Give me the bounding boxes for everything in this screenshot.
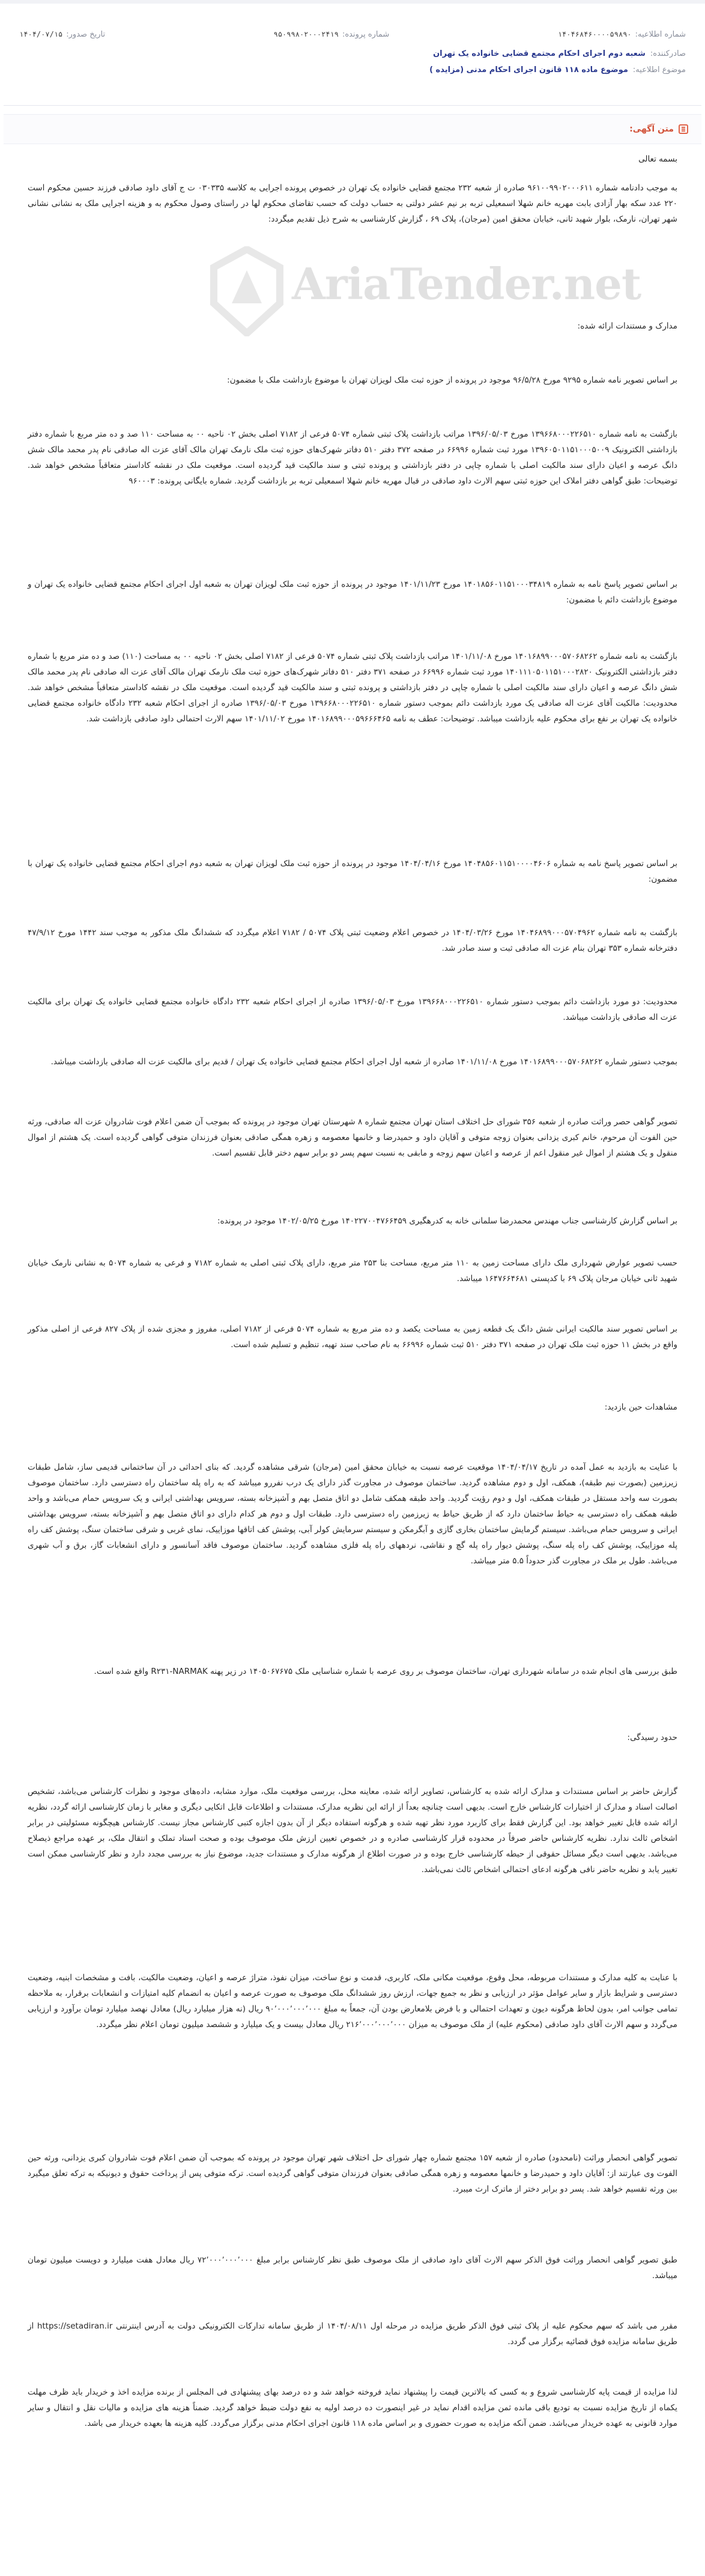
paragraph-16: با عنایت به کلیه مدارک و مستندات مربوطه، محل وقوع، موقعیت مکانی ملک، کاربری، قدمت و نوع ساخت، میزان نفوذ، متراژ عرصه و اعیان، وضعیت مالکیت، بافت و مشخصات ابنیه، وضعیت دسترسی و شرایط بازار و سایر عوامل مؤثر در ارزیابی و نظر به جمیع جهات، ارزش روز ششدانگ ملک موصوف به صورت عرصه و اعیان به انضمام کلیه امتیازات و انشعابات برقرار، به ملاحظه تمامی جوانب امر، بدون لحاظ هرگونه دیون و تعهدات احتمالی و با فرض بلامعارض بودن آن، جمعاً به مبلغ ۹۰٬۰۰۰٬۰۰۰٬۰۰۰ ریال (نه هزار میلیارد ریال) معادل نهصد میلیارد تومان برآورد و ارزیابی می‌گردد و سهم الارث آقای داود صادقی (محکوم علیه) از ملک موصوف به میزان ۲۱۶٬۰۰۰٬۰۰۰٬۰۰۰ ریال معادل بیست و یک میلیارد و ششصد میلیون تومان اعلام نظر میگردد. <box>28 1973 677 2029</box>
intro-paragraph: به موجب دادنامه شماره ۹۶۱۰۰۹۹۰۲۰۰۰۶۱۱ صادره از شعبه ۲۳۲ مجتمع قضایی خانواده یک تهران در خصوص پرونده اجرایی به کلاسه ۰۳۰۳۳۵ ت ج آقای داود صادقی فرزند حسین محکوم است ۲۲۰ عدد سکه بهار آزادی بابت مهریه خانم شهلا اسمعیلی تربه بر نیم عشر دولتی به حساب دولت که حسب تقاضای محکوم لها در راستای وصول محکوم به و هزینه اجرایی ملک به نشانی نشانی شهر تهران، نارمک، بلوار شهید ثانی، خیابان محقق امین (مرجان)، پلاک ۶۹ ، گزارش کارشناسی به شرح ذیل تقدیم میگردد: <box>28 183 677 224</box>
paragraph-7: محدودیت: دو مورد بازداشت دائم بموجب دستور شماره ۱۳۹۶۶۸۰۰۰۲۲۶۵۱۰ مورخ ۱۳۹۶/۰۵/۰۳ صادره از اجرای احکام شعبه ۲۳۲ دادگاه خانواده مجتمع قضایی خانواده یک تهران برای مالکیت عزت اله صادقی بازداشت میباشد. <box>28 997 678 1022</box>
paragraph-20: لذا مزایده از قیمت پایه کارشناسی شروع و به کسی که بالاترین قیمت را پیشنهاد نماید فروخته خواهد شد و ده درصد بهای پیشنهادی فی المجلس از برنده مزایده اخذ و خریدار باید ظرف مهلت یکماه از تاریخ مزایده نسبت به تودیع باقی مانده ثمن مزایده اقدام نماید در غیر اینصورت ده درصد اولیه به نفع دولت ضبط خواهد گردید. ضمناً هزینه های مزایده و مالیات نقل و انتقال و سایر موارد قانونی به عهده خریدار می‌باشد. ضمن آنکه مزایده به صورت حضوری و بر اساس ماده ۱۱۸ قانون اجرای احکام مدنی برگزار می‌گردد. کلیه هزینه ها بعهده خریدار می باشد. <box>28 2387 677 2428</box>
paragraph-3: بر اساس تصویر پاسخ نامه به شماره ۱۴۰۱۸۵۶۰۱۱۵۱۰۰۰۳۴۸۱۹ مورخ ۱۴۰۱/۱۱/۲۳ موجود در پرونده از حوزه ثبت ملک لویزان تهران به شعبه اول اجرای احکام مجتمع قضایی خانواده یک تهران و موضوع بازداشت دائم با مضمون: <box>28 580 677 605</box>
notice-number-label: شماره اطلاعیه: <box>635 29 686 39</box>
notice-number <box>558 28 686 41</box>
paragraph-13: با عنایت به بازدید به عمل آمده در تاریخ ۱۴۰۴/۰۴/۱۷ موقعیت عرصه نسبت به خیابان محقق امین (مرجان) شرقی مشاهده گردید. که بنای احداثی در آن ساختمانی قدیمی ساز، شامل طبقات زیرزمین (بصورت نیم طبقه)، همکف، اول و دوم مشاهده گردید. ساختمان موصوف در مجاورت گذر دارای یک درب نفررو میباشد که به راه پله ساختمان راه دسترسی دارد. ساختمان موصوف بصورت سه واحد مستقل در طبقات همکف، اول و دوم رؤیت گردید. واحد طبقه همکف شامل دو اتاق متصل بهم و آشپزخانه بسته، سرویس بهداشتی ایرانی و یک سرویس حمام می‌باشد و واحد طبقه همکف راه دسترسی به حیاط ساختمان دارد که از طریق حیاط به زیرزمین راه دسترسی دارد. طبقات اول و دوم هر کدام دارای دو اتاق متصل بهم و آشپزخانه بسته، سرویس بهداشتی ایرانی و سرویس حمام می‌باشد. سیستم گرمایش ساختمان بخاری گازی و آبگرمکن و سیستم سرمایش کولر آبی، پوشش کف اتاقها موزاییک، نمای غربی و شرقی ساختمان سنگ، پوشش کف راه پله موزاییک، پوشش کف راه پله سنگ، پوشش دیوار راه پله گچ و نقاشی، نردههای راه پله فلزی مشاهده گردید. ساختمان موصوف فاقد آسانسور و دارای انشعابات گاز، برق و آب شهری می‌باشد. طول بر ملک در مجاورت گذر حدوداً ۵.۵ متر میباشد. <box>28 1462 677 1566</box>
issuer-value: شعبه دوم اجرای احکام مجتمع قضایی خانواده یک تهران <box>433 49 646 58</box>
observations-heading: مشاهدات حین بازدید: <box>604 1402 677 1412</box>
file-number <box>274 28 390 41</box>
notice-text-section-header <box>4 114 701 144</box>
issuer-label: صادرکننده: <box>650 49 686 58</box>
paragraph-9: تصویر گواهی حصر وراثت صادره از شعبه ۳۵۶ شورای حل اختلاف استان تهران مجتمع شماره ۸ شهرستان تهران موجود در پرونده که بموجب آن ضمن اعلام فوت شادروان عزت اله صادقی، ورثه حین الفوت آن مرحوم، خانم کبری یزدانی بعنوان زوجه متوفی و آقایان داود و حمیدرضا و خانمها معصومه و زهره همگی صادقی بعنوان فرزندان متوفی گواهی گردیده است. یک هشتم از اموال منقول و یک هشتم از اموال غیر منقول اعم از عرصه و اعیان سهم زوجه و مابقی به نسبت سهم پسر دو برابر سهم دختر قابل تقسیم است. <box>28 1117 677 1158</box>
notice-meta-row <box>19 28 686 41</box>
paragraph-18: طبق تصویر گواهی انحصار وراثت فوق الذکر سهم الارث آقای داود صادقی از ملک موصوف طبق نظر کارشناس برابر مبلغ ۷۲٬۰۰۰٬۰۰۰٬۰۰۰ ریال معادل هفت میلیارد و دویست میلیون تومان میباشد. <box>28 2255 677 2281</box>
document-icon <box>679 124 688 134</box>
file-number-value: ۹۵۰۹۹۸۰۲۰۰۰۲۴۱۹ <box>273 30 339 38</box>
documents-heading: مدارک و مستندات ارائه شده: <box>577 321 677 331</box>
watermark-text: AriaTender.net <box>292 258 641 309</box>
paragraph-4: بازگشت به نامه شماره ۱۴۰۱۶۸۹۹۰۰۰۵۷۰۶۸۲۶۲ مورخ ۱۴۰۱/۱۱/۰۸ مراتب بازداشت پلاک ثبتی شماره ۵۰۷۴ فرعی از ۷۱۸۲ اصلی بخش ۰۲ ناحیه ۰۰ به مساحت (۱۱۰) صد و ده متر مربع با شماره دفتر بازداشتی الکترونیک ۱۴۰۱۱۱۰۵۰۱۱۵۱۰۰۰۲۸۲۰ مورد ثبت شماره ۶۶۹۹۶ در صفحه ۳۷۱ دفتر ۵۱۰ دفاتر شهرک‌های حوزه ثبت ملک نارمک تهران مالک آقای عزت اله صادقی نام پدر محمد مالک شش دانگ عرصه و اعیان دارای سند مالکیت اصلی با شماره چاپی در دفتر بازداشتی و پرونده ثبتی و سند مالکیت قید گردیده است. موقعیت ملک در نقشه کاداستر متعاقباً مشخص خواهد شد. محدودیت: مالکیت آقای عزت اله صادقی یک مورد بازداشت دائم بموجب دستور شماره ۱۳۹۶۶۸۰۰۰۲۲۶۵۱۰ مورخ ۱۳۹۶/۰۵/۰۳ صادره از اجرای احکام شعبه ۲۳۲ دادگاه خانواده مجتمع قضایی خانواده یک تهران بر نفع برای محکوم علیه بازداشت میباشد. توضیحات: عطف به نامه ۱۴۰۱۶۸۹۹۰۰۰۵۹۶۶۶۴۶۵ مورخ ۱۴۰۱/۱۱/۰۲ سهم الارث احتمالی داود صادقی بازداشت شد. <box>28 652 678 724</box>
subject-value: موضوع ماده ۱۱۸ قانون اجرای احکام مدنی (مزایده ) <box>429 65 628 74</box>
paragraph-10: بر اساس گزارش کارشناسی جناب مهندس محمدرضا سلمانی خانه به کدرهگیری ۱۴۰۲۲۷۰۰۴۷۶۶۴۵۹ مورخ ۱۴۰۲/۰۵/۲۵ موجود در پرونده: <box>217 1216 677 1226</box>
paragraph-2: بازگشت به نامه شماره ۱۳۹۶۶۸۰۰۰۲۲۶۵۱۰ مورخ ۱۳۹۶/۰۵/۰۳ مراتب بازداشت پلاک ثبتی شماره ۵۰۷۴ فرعی از ۷۱۸۲ اصلی بخش ۰۲ ناحیه ۰۰ به مساحت ۱۱۰ صد و ده متر مربع با شماره دفتر بازداشتی الکترونیک ۱۳۹۶۰۵۰۱۱۵۱۰۰۰۵۰۰۹ مورد ثبت شماره ۶۶۹۹۶ در صفحه ۳۷۲ دفتر ۵۱۰ دفاتر شهرک‌های حوزه ثبت ملک نارمک تهران مالک آقای عزت اله صادقی نام پدر محمد مالک شش دانگ عرصه و اعیان دارای سند مالکیت اصلی با شماره چاپی در دفتر بازداشتی و پرونده ثبتی و سند مالکیت قید گردیده است. موقعیت ملک در نقشه کاداستر متعاقباً مشخص خواهد شد. توضیحات: طبق گواهی دفتر املاک این حوزه ثبتی سهم الارث داود صادقی در قبال مهریه خانم شهلا اسمعیلی تربه بر بازداشت گردید. شماره بایگانی پرونده: ۹۶۰۰۰۳ <box>28 429 677 486</box>
notice-page <box>0 4 705 2576</box>
issue-date-label: تاریخ صدور: <box>66 29 106 39</box>
paragraph-6: بازگشت به نامه شماره ۱۴۰۴۶۸۹۹۰۰۰۵۷۰۴۹۶۲ مورخ ۱۴۰۴/۰۳/۲۶ در خصوص اعلام وضعیت ثبتی پلاک ۵۰۷۴ / ۷۱۸۲ اعلام میگردد که ششدانگ ملک مذکور به موجب سند ۱۴۴۲ مورخ ۴۷/۹/۱۲ دفترخانه شماره ۳۵۳ تهران بنام عزت اله صادقی ثبت و سند صادر شد. <box>28 928 678 953</box>
notice-header <box>4 4 701 106</box>
paragraph-17: تصویر گواهی انحصار وراثت (نامحدود) صادره از شعبه ۱۵۷ مجتمع شماره چهار شورای حل اختلاف شهر تهران موجود در پرونده که بموجب آن ضمن اعلام فوت شادروان کبری یزدانی، ورثه حین الفوت وی عبارتند از: آقایان داود و حمیدرضا و خانمها معصومه و زهره همگی صادقی بعنوان فرزندان متوفی گواهی گردیده است. ترکه متوفی پس از پرداخت حقوق و دیونیکه به ترکه تعلق میگیرد بین ورثه تقسیم خواهد شد. پسر دو برابر دختر از ماترک ارث میبرد. <box>28 2153 677 2194</box>
notice-body <box>4 144 701 2428</box>
notice-text-title: متن آگهی: <box>629 124 674 134</box>
paragraph-12: بر اساس تصویر سند مالکیت ایرانی شش دانگ یک قطعه زمین به مساحت یکصد و ده متر مربع به شماره ۵۰۷۴ فرعی از ۷۱۸۲ اصلی، مفروز و مجزی شده از پلاک ۸۲۷ فرعی از اصلی مذکور واقع در بخش ۱۱ حوزه ثبت ملک تهران در صفحه ۳۷۱ دفتر ۵۱۰ ثبت شماره ۶۶۹۹۶ به نام صاحب سند تهیه، تنظیم و تسلیم شده است. <box>28 1324 677 1350</box>
paragraph-14: طبق بررسی های انجام شده در سامانه شهرداری تهران، ساختمان موصوف بر روی عرصه با شماره شناسایی ملک ۱۴۰۵۰۶۷۶۷۵ در زیر پهنه R۲۳۱-NARMAK واقع شده است. <box>94 1667 677 1676</box>
issue-date <box>19 28 105 41</box>
value-heading: حدود رسیدگی: <box>627 1733 677 1742</box>
issuer-row <box>19 49 686 58</box>
paragraph-1: بر اساس تصویر نامه شماره ۹۲۹۵ مورخ ۹۶/۵/۲۸ موجود در پرونده از حوزه ثبت ملک لویزان تهران با موضوع بازداشت ملک با مضمون: <box>227 375 677 385</box>
opening-line: بسمه تعالی <box>638 154 677 164</box>
paragraph-15: گزارش حاضر بر اساس مستندات و مدارک ارائه شده به کارشناس، تصاویر ارائه شده، معاینه محل، بررسی موقعیت ملک، موارد مشابه، داده‌های موجود و نظرات کارشناس می‌باشد، تشخیص اصالت اسناد و مدارک از اختیارات کارشناس خارج است. بدیهی است چنانچه بعداً از ارائه این نظریه مدارک، مستندات و اطلاعات قابل اتکایی دیگری و مغایر با زمان کارشناسی ارائه گردد، نظریه ارائه شده قابل تغییر خواهد بود. این گزارش فقط برای کاربرد مورد نظر تهیه شده و هرگونه استفاده دیگر از آن بدون اجازه کتبی کارشناس مجاز نیست. کارشناس هیچگونه مسئولیتی در برابر اشخاص ثالث ندارد. نظریه کارشناس حاضر صرفاً در محدوده قرار کارشناسی صادره و در خصوص تعیین ارزش ملک موصوف بوده و صحت اسناد تملک و انتقال ملک، بر عهده مراجع ذیصلاح می‌باشد. بدیهی است دیگر مسائل حقوقی از حیطه کارشناسی خارج بوده و در صورت اطلاع از هرگونه مدارک و مستندات جدید، موضوع نیاز به بررسی مجدد دارد و نظر کارشناسی ممکن است تغییر یابد و نظریه حاضر نافی هرگونه ادعای احتمالی اشخاص ثالث نمی‌باشد. <box>28 1787 677 1874</box>
notice-number-value: ۱۴۰۴۶۸۴۶۰۰۰۰۵۹۸۹۰ <box>557 30 632 38</box>
subject-label: موضوع اطلاعیه: <box>632 65 686 74</box>
paragraph-5: بر اساس تصویر پاسخ نامه به شماره ۱۴۰۴۸۵۶۰۱۱۵۱۰۰۰۰۴۶۰۶ مورخ ۱۴۰۴/۰۴/۱۶ موجود در پرونده از حوزه ثبت ملک لویزان تهران به شعبه دوم اجرای احکام مجتمع قضایی خانواده یک تهران با مضمون: <box>28 859 677 884</box>
subject-row <box>19 65 686 74</box>
file-number-label: شماره پرونده: <box>342 29 390 39</box>
issue-date-value: ۱۴۰۴/۰۷/۱۵ <box>19 30 63 38</box>
paragraph-19: مقرر می باشد که سهم محکوم علیه از پلاک ثبتی فوق الذکر طریق مزایده در مرحله اول ۱۴۰۴/۰۸/۱۱ از طریق سامانه تدارکات الکترونیکی دولت به آدرس اینترنتی https://setadiran.ir از طریق سامانه مزایده فوق قضائیه برگزار می گردد. <box>28 2321 677 2347</box>
paragraph-11: حسب تصویر عوارض شهرداری ملک دارای مساحت زمین به ۱۱۰ متر مربع، مساحت بنا ۲۵۳ متر مربع، دارای پلاک ثبتی اصلی به شماره ۷۱۸۲ و فرعی به شماره ۵۰۷۴ به نشانی نارمک خیابان شهید ثانی خیابان مرجان پلاک ۶۹ با کدپستی ۱۶۴۷۶۶۴۶۸۱ میباشد. <box>28 1258 677 1283</box>
paragraph-8: بموجب دستور شماره ۱۴۰۱۶۸۹۹۰۰۰۵۷۰۶۸۲۶۲ مورخ ۱۴۰۱/۱۱/۰۸ صادره از شعبه اول اجرای احکام مجتمع قضایی خانواده یک تهران / قدیم برای مالکیت عزت اله صادقی بازداشت میباشد. <box>50 1057 677 1067</box>
